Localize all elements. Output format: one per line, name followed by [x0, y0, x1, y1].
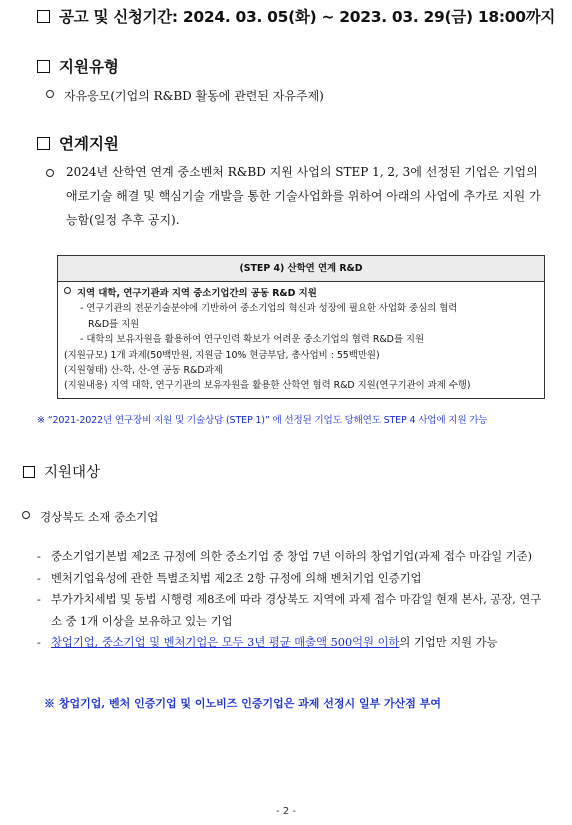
step4-sub-item-1: - 연구기관의 전문기술분야에 기반하여 중소기업의 혁신과 성장에 필요한 사업화 중심의 협력: [80, 303, 458, 315]
step4-main-item: 지역 대학, 연구기관과 지역 중소기업간의 공동 R&D 지원: [64, 286, 538, 301]
circle-bullet-icon: [46, 169, 54, 177]
list-item: - 중소기업기본법 제2조 규정에 의한 중소기업 중 창업 7년 이하의 창업기업(과제 접수 마감일 기준): [37, 550, 532, 563]
step4-sub-item-1-cont: R&D를 지원: [88, 318, 140, 330]
step4-table: [57, 255, 545, 399]
step4-sub-item-2: - 대학의 보유자원을 활용하여 연구인력 확보가 어려운 중소기업의 협력 R&D를 지원: [80, 334, 425, 346]
target-heading: 지원대상: [23, 461, 100, 482]
list-item: - 부가가치세법 및 동법 시행령 제8조에 따라 경상북도 지역에 과제 접수 마감일 현재 본사, 공장, 연구소 중 1개 이상을 보유하고 있는 기업: [37, 593, 542, 628]
page-number: - 2 -: [276, 806, 296, 817]
list-item: - 벤처기업육성에 관한 특별조치법 제2조 2항 규정에 의해 벤처기업 인증기업: [37, 571, 422, 585]
step4-table-body: [58, 282, 544, 398]
circle-bullet-icon: [64, 287, 71, 294]
square-bullet-icon: [37, 60, 50, 73]
square-bullet-icon: [37, 10, 50, 23]
step1-note: ※ “2021-2022년 연구장비 지원 및 기술상담 (STEP 1)” 에 선정된 기업도 당해연도 STEP 4 사업에 지원 가능: [37, 415, 488, 426]
step4-form: (지원형태) 산-학, 산-연 공동 R&D과제: [64, 365, 223, 377]
support-type-item: 자유응모(기업의 R&BD 활동에 관련된 자유주제): [46, 87, 324, 104]
square-bullet-icon: [23, 466, 35, 478]
circle-bullet-icon: [46, 90, 54, 98]
square-bullet-icon: [37, 137, 50, 150]
revenue-condition: 창업기업, 중소기업 및 벤처기업은 모두 3년 평균 매출액 500억원 이하: [51, 636, 400, 650]
eligibility-list: [37, 546, 549, 654]
support-type-heading: 지원유형: [37, 55, 119, 77]
linked-support-item: 2024년 산학연 연계 중소벤처 R&BD 지원 사업의 STEP 1, 2, 3에 선정된 기업은 기업의 애로기술 해결 및 핵심기술 개발을 통한 기술사업화를 위하여 아래의 사업에 추가로 지원 가능함(일정 추후 공지).: [46, 160, 552, 232]
list-item: - 창업기업, 중소기업 및 벤처기업은 모두 3년 평균 매출액 500억원 이하의 기업만 지원 가능: [37, 636, 498, 650]
period-text: 공고 및 신청기간: 2024. 03. 05(화) ~ 2023. 03. 29(금) 18:00까지: [59, 8, 556, 26]
target-item: 경상북도 소재 중소기업: [22, 509, 158, 525]
circle-bullet-icon: [22, 511, 30, 519]
step4-content: (지원내용) 지역 대학, 연구기관의 보유자원을 활용한 산학연 협력 R&D 지원(연구기관이 과제 수행): [64, 380, 471, 392]
linked-support-heading: 연계지원: [37, 132, 119, 154]
step4-table-header: (STEP 4) 산학연 연계 R&D: [58, 256, 544, 282]
application-period: [37, 5, 555, 27]
bonus-points-note: ※ 창업기업, 벤처 인증기업 및 이노비즈 인증기업은 과제 선정시 일부 가산점 부여: [44, 697, 441, 710]
step4-scale: (지원규모) 1개 과제(50백만원, 지원금 10% 현금부담, 총사업비 : 55백만원): [64, 349, 380, 361]
